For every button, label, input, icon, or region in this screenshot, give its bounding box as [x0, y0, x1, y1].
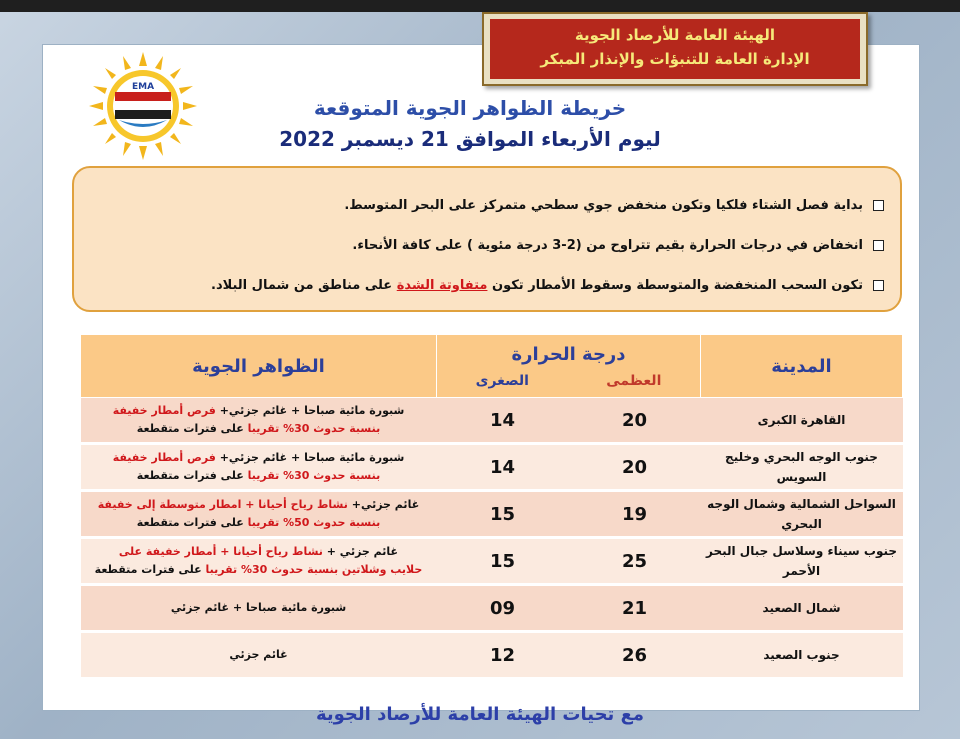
weather-line-1: شبورة مائية صباحا + غائم جزئي+ فرص أمطار خفيفة — [112, 404, 405, 417]
checkbox-bullet-icon — [873, 240, 884, 251]
table-row — [81, 538, 903, 585]
agency-name: الهيئة العامة للأرصاد الجوية — [574, 26, 776, 44]
map-title: خريطة الظواهر الجوية المتوقعة — [313, 96, 627, 120]
weather-cell — [81, 398, 437, 444]
city-cell: شمال الصعيد — [701, 585, 903, 632]
forecast-table — [80, 334, 903, 680]
note-item — [344, 198, 884, 213]
note-text: تكون السحب المنخفضة والمتوسطة وسقوط الأمطار تكون متفاوتة الشدة على مناطق من شمال البلاد. — [211, 278, 863, 293]
note-highlight: متفاوتة الشدة — [396, 278, 488, 293]
summary-notes-box — [72, 166, 902, 312]
weather-header: الظواهر الجوية — [81, 335, 437, 398]
weather-cell — [81, 632, 437, 679]
min-temp-cell: 14 — [437, 444, 569, 491]
top-bar — [0, 0, 960, 12]
note-text: انخفاض في درجات الحرارة بقيم تتراوح من (2-3 درجة مئوية ) على كافة الأنحاء. — [352, 238, 863, 253]
max-temp-cell: 21 — [569, 585, 701, 632]
weather-line-1: شبورة مائية صباحا + غائم جزئي+ فرص أمطار خفيفة — [112, 451, 405, 464]
city-cell: جنوب سيناء وسلاسل جبال البحر الأحمر — [701, 538, 903, 585]
checkbox-bullet-icon — [873, 200, 884, 211]
min-temp-cell: 15 — [437, 491, 569, 538]
svg-text:EMA: EMA — [131, 82, 155, 92]
weather-cell — [81, 491, 437, 538]
agency-header — [482, 12, 868, 86]
max-temp-cell: 19 — [569, 491, 701, 538]
min-temp-header: الصغرى — [475, 372, 529, 389]
max-temp-cell: 25 — [569, 538, 701, 585]
weather-line-1: غائم جزئي + نشاط رياح أحيانا + أمطار خفيفة على — [118, 545, 399, 558]
weather-cell — [81, 444, 437, 491]
weather-line-1: غائم جزئي — [229, 648, 288, 661]
table-row — [81, 444, 903, 491]
weather-line-2: حلايب وشلاتين بنسبة حدوث 30% تقريبا على فترات متقطعة — [94, 563, 423, 576]
table-row — [81, 585, 903, 632]
department-name: الإدارة العامة للتنبؤات والإنذار المبكر — [540, 50, 810, 68]
city-cell: السواحل الشمالية وشمال الوجه البحري — [701, 491, 903, 538]
agency-header-text — [490, 19, 860, 79]
weather-line-2: بنسبة حدوث 50% تقريبا على فترات متقطعة — [136, 516, 381, 529]
max-temp-cell: 20 — [569, 398, 701, 444]
min-temp-cell: 15 — [437, 538, 569, 585]
weather-line-2: بنسبة حدوث 30% تقريبا على فترات متقطعة — [136, 469, 381, 482]
city-cell: القاهرة الكبرى — [701, 398, 903, 444]
city-cell: جنوب الصعيد — [701, 632, 903, 679]
min-temp-cell: 09 — [437, 585, 569, 632]
checkbox-bullet-icon — [873, 280, 884, 291]
city-header: المدينة — [701, 335, 903, 398]
note-text: بداية فصل الشتاء فلكيا وتكون منخفض جوي سطحي متمركز على البحر المتوسط. — [344, 198, 863, 213]
table-row — [81, 632, 903, 679]
weather-line-1: شبورة مائية صباحا + غائم جزئي — [170, 601, 347, 614]
ema-sun-logo-icon — [78, 50, 208, 162]
min-temp-cell: 12 — [437, 632, 569, 679]
city-cell: جنوب الوجه البحري وخليج السويس — [701, 444, 903, 491]
max-temp-header: العظمى — [606, 372, 662, 389]
min-temp-cell: 14 — [437, 398, 569, 444]
weather-line-1: غائم جزئي+ نشاط رياح أحيانا + امطار متوسطة إلى خفيفة — [97, 498, 420, 511]
table-row — [81, 491, 903, 538]
temperature-header: درجة الحرارة العظمى الصغرى — [437, 335, 701, 398]
forecast-date: ليوم الأربعاء الموافق 21 ديسمبر 2022 — [279, 127, 661, 151]
weather-line-2: بنسبة حدوث 30% تقريبا على فترات متقطعة — [136, 422, 381, 435]
weather-cell — [81, 538, 437, 585]
max-temp-cell: 26 — [569, 632, 701, 679]
note-item — [211, 278, 884, 293]
table-row — [81, 398, 903, 444]
table-header-row — [81, 335, 903, 398]
note-item — [352, 238, 884, 253]
footer-greeting: مع تحيات الهيئة العامة للأرصاد الجوية — [315, 704, 645, 725]
weather-cell — [81, 585, 437, 632]
max-temp-cell: 20 — [569, 444, 701, 491]
